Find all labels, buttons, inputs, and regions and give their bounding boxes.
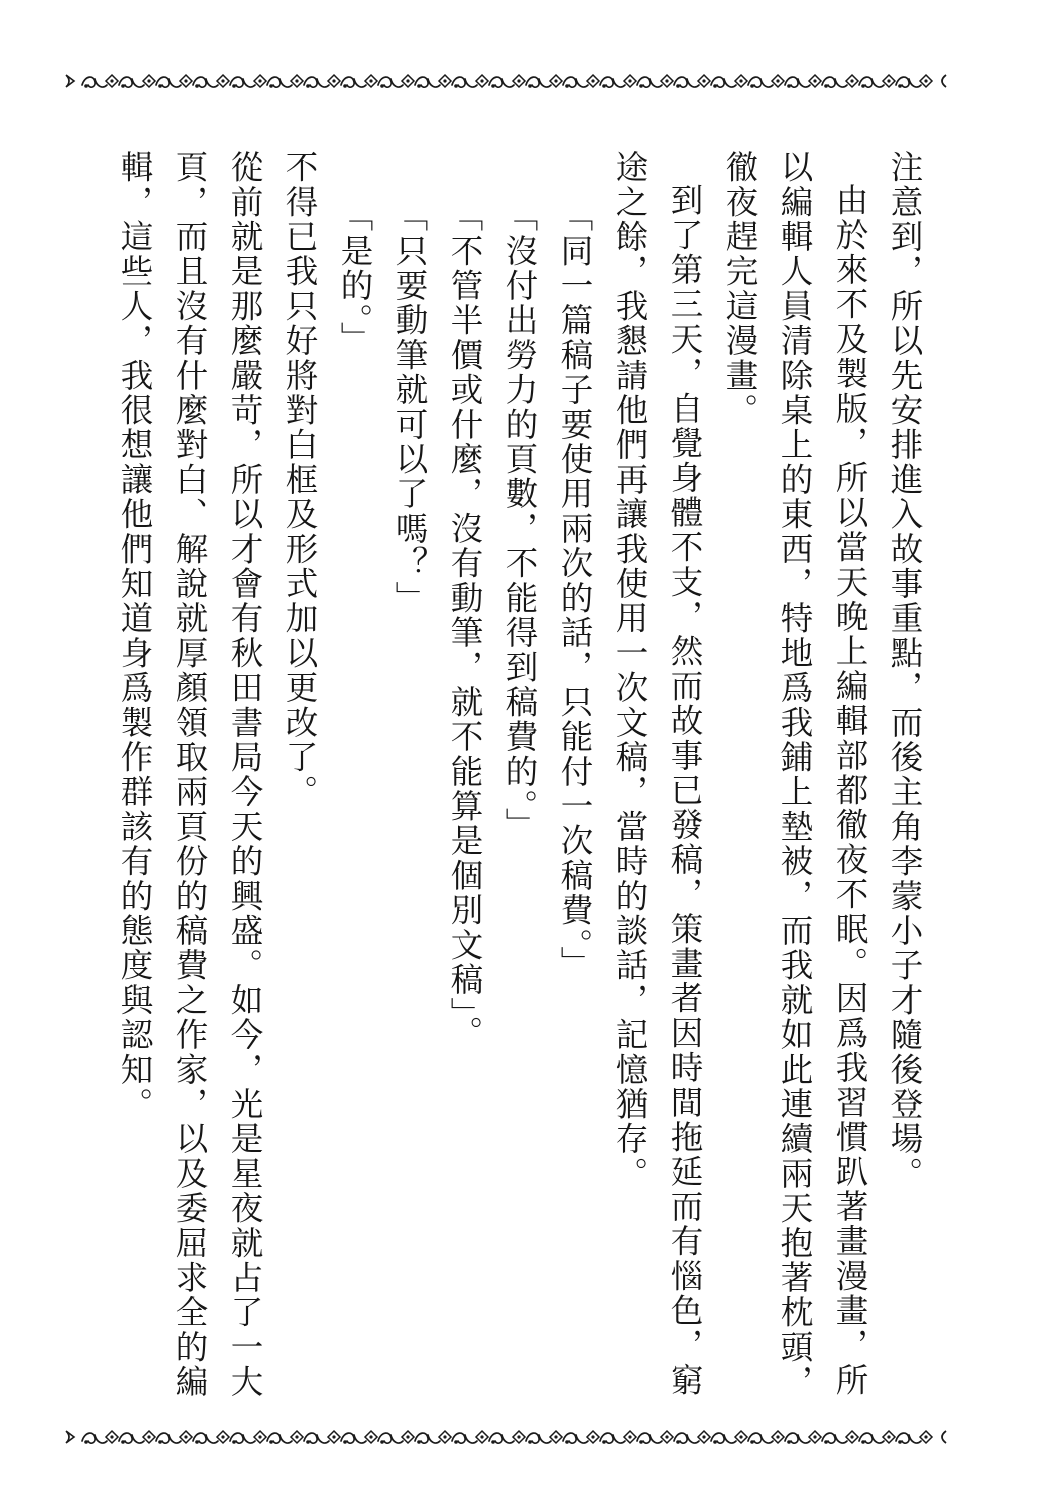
- dialogue-line-3: 「不管半價或什麼，沒有動筆，就不能算是個別文稿」。: [446, 198, 484, 1050]
- dialogue-line-5: 「是的。」: [336, 198, 374, 356]
- dialogue-line-4: 「只要動筆就可以了嗎？」: [391, 198, 429, 616]
- paragraph-1: 注意到，所以先安排進入故事重點，而後主角李蒙小子才隨後登場。: [886, 150, 924, 1191]
- paragraph-2: 由於來不及製版，所以當天晚上編輯部都徹夜不眠。因爲我習慣趴著畫漫畫，所以編輯人員清除桌上的東西，特地爲我鋪上墊被，而我就如此連續兩天抱著枕頭，徹夜趕完這漫畫。: [721, 150, 869, 1400]
- dialogue-line-2: 「沒付出勞力的頁數，不能得到稿費的。」: [501, 198, 539, 842]
- vine-border-icon: [62, 1420, 952, 1454]
- vertical-text-body: [107, 150, 932, 1400]
- vine-border-icon: [62, 64, 952, 98]
- paragraph-4: 不得已我只好將對白框及形式加以更改了。: [281, 150, 319, 810]
- paragraph-3: 到了第三天，自覺身體不支，然而故事已發稿，策畫者因時間拖延而有惱色，窮途之餘，我懇請他們再讓我使用一次文稿，當時的談話，記憶猶存。: [611, 150, 704, 1397]
- dialogue-line-1: 「同一篇稿子要使用兩次的話，只能付一次稿費。」: [556, 198, 594, 981]
- paragraph-5: 從前就是那麼嚴苛，所以才會有秋田書局今天的興盛。如今，光是星夜就占了一大頁，而且沒有什麼對白、解說就厚顏領取兩頁份的稿費之作家，以及委屈求全的編輯，這些人，我很想讓他們知道身爲製作群該有的態度與認知。: [116, 150, 264, 1400]
- bottom-ornamental-border: [62, 1420, 952, 1454]
- top-ornamental-border: [62, 64, 952, 98]
